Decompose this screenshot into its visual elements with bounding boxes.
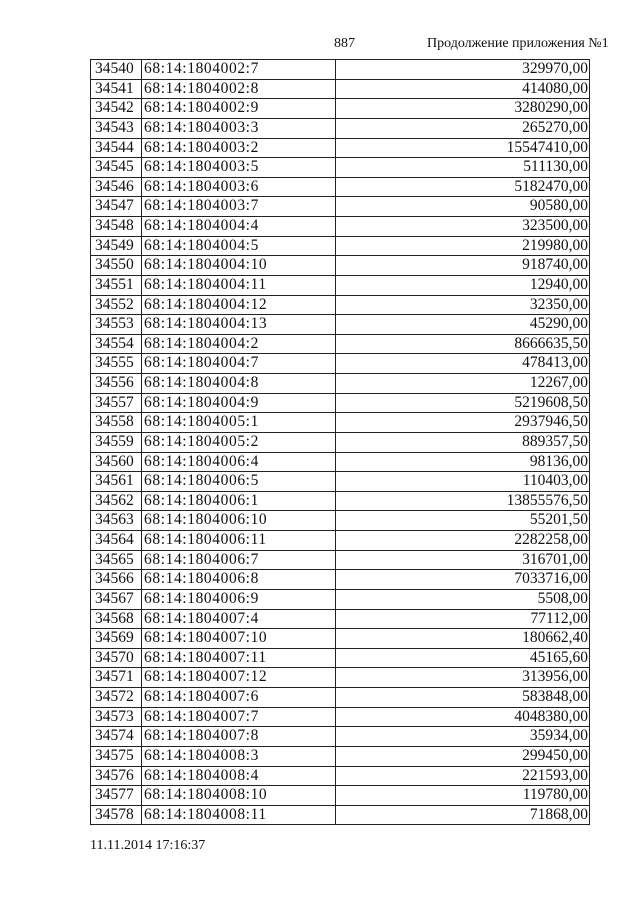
cadastral-number: 68:14:1804003:6: [142, 178, 336, 197]
cadastral-value: 5182470,00: [336, 178, 590, 197]
table-row: [91, 99, 590, 119]
cadastral-number: 68:14:1804003:5: [142, 158, 336, 177]
cadastral-number: 68:14:1804003:2: [142, 139, 336, 158]
table-row: [91, 668, 590, 688]
row-number: 34543: [91, 119, 142, 138]
row-number: 34559: [91, 433, 142, 452]
row-number: 34550: [91, 256, 142, 275]
cadastral-value: 13855576,50: [336, 492, 590, 511]
table-row: [91, 453, 590, 473]
cadastral-value: 313956,00: [336, 668, 590, 687]
cadastral-number: 68:14:1804004:10: [142, 256, 336, 275]
cadastral-number: 68:14:1804007:6: [142, 688, 336, 707]
row-number: 34541: [91, 80, 142, 99]
cadastral-value: 5219608,50: [336, 394, 590, 413]
table-row: [91, 335, 590, 355]
cadastral-number: 68:14:1804006:1: [142, 492, 336, 511]
table-row: [91, 531, 590, 551]
table-row: [91, 80, 590, 100]
cadastral-value: 265270,00: [336, 119, 590, 138]
cadastral-value: 4048380,00: [336, 708, 590, 727]
row-number: 34555: [91, 354, 142, 373]
table-row: [91, 296, 590, 316]
cadastral-number: 68:14:1804004:7: [142, 354, 336, 373]
table-row: [91, 60, 590, 80]
cadastral-number: 68:14:1804006:7: [142, 551, 336, 570]
row-number: 34557: [91, 394, 142, 413]
row-number: 34554: [91, 335, 142, 354]
table-row: [91, 374, 590, 394]
cadastral-number: 68:14:1804006:8: [142, 570, 336, 589]
row-number: 34578: [91, 806, 142, 825]
row-number: 34558: [91, 413, 142, 432]
table-row: [91, 747, 590, 767]
cadastral-value: 478413,00: [336, 354, 590, 373]
row-number: 34572: [91, 688, 142, 707]
cadastral-number: 68:14:1804008:11: [142, 806, 336, 825]
cadastral-value: 8666635,50: [336, 335, 590, 354]
cadastral-value: 45290,00: [336, 315, 590, 334]
cadastral-value: 329970,00: [336, 60, 590, 79]
row-number: 34576: [91, 767, 142, 786]
cadastral-number: 68:14:1804002:7: [142, 60, 336, 79]
cadastral-number: 68:14:1804007:7: [142, 708, 336, 727]
continuation-title: Продолжение приложения №1: [427, 36, 609, 51]
row-number: 34548: [91, 217, 142, 236]
row-number: 34545: [91, 158, 142, 177]
cadastral-number: 68:14:1804007:4: [142, 610, 336, 629]
table-row: [91, 217, 590, 237]
table-row: [91, 178, 590, 198]
row-number: 34540: [91, 60, 142, 79]
row-number: 34544: [91, 139, 142, 158]
row-number: 34570: [91, 649, 142, 668]
cadastral-value: 12267,00: [336, 374, 590, 393]
row-number: 34552: [91, 296, 142, 315]
cadastral-number: 68:14:1804004:5: [142, 237, 336, 256]
row-number: 34542: [91, 99, 142, 118]
cadastral-value: 5508,00: [336, 590, 590, 609]
cadastral-number: 68:14:1804006:4: [142, 453, 336, 472]
cadastral-number: 68:14:1804008:3: [142, 747, 336, 766]
table-row: [91, 276, 590, 296]
cadastral-number: 68:14:1804002:9: [142, 99, 336, 118]
row-number: 34569: [91, 629, 142, 648]
table-row: [91, 590, 590, 610]
page-number: 887: [334, 36, 355, 51]
row-number: 34568: [91, 610, 142, 629]
cadastral-number: 68:14:1804006:5: [142, 472, 336, 491]
cadastral-value: 98136,00: [336, 453, 590, 472]
cadastral-value: 77112,00: [336, 610, 590, 629]
cadastral-number: 68:14:1804005:1: [142, 413, 336, 432]
row-number: 34565: [91, 551, 142, 570]
cadastral-value: 15547410,00: [336, 139, 590, 158]
table-row: [91, 708, 590, 728]
table-row: [91, 806, 590, 826]
table-row: [91, 354, 590, 374]
row-number: 34561: [91, 472, 142, 491]
table-row: [91, 570, 590, 590]
row-number: 34566: [91, 570, 142, 589]
table-row: [91, 688, 590, 708]
table-row: [91, 629, 590, 649]
cadastral-value: 316701,00: [336, 551, 590, 570]
cadastral-value-table: [90, 59, 590, 825]
cadastral-number: 68:14:1804003:7: [142, 197, 336, 216]
cadastral-value: 414080,00: [336, 80, 590, 99]
table-row: [91, 394, 590, 414]
table-row: [91, 511, 590, 531]
table-row: [91, 119, 590, 139]
cadastral-number: 68:14:1804004:9: [142, 394, 336, 413]
cadastral-value: 583848,00: [336, 688, 590, 707]
cadastral-number: 68:14:1804004:11: [142, 276, 336, 295]
cadastral-value: 45165,60: [336, 649, 590, 668]
row-number: 34547: [91, 197, 142, 216]
cadastral-number: 68:14:1804003:3: [142, 119, 336, 138]
row-number: 34563: [91, 511, 142, 530]
cadastral-value: 918740,00: [336, 256, 590, 275]
print-timestamp: 11.11.2014 17:16:37: [90, 838, 206, 853]
row-number: 34546: [91, 178, 142, 197]
cadastral-number: 68:14:1804004:2: [142, 335, 336, 354]
table-row: [91, 551, 590, 571]
cadastral-value: 889357,50: [336, 433, 590, 452]
table-row: [91, 158, 590, 178]
row-number: 34574: [91, 727, 142, 746]
row-number: 34564: [91, 531, 142, 550]
table-row: [91, 727, 590, 747]
cadastral-value: 299450,00: [336, 747, 590, 766]
cadastral-number: 68:14:1804007:10: [142, 629, 336, 648]
cadastral-value: 2937946,50: [336, 413, 590, 432]
table-row: [91, 610, 590, 630]
row-number: 34567: [91, 590, 142, 609]
cadastral-number: 68:14:1804007:8: [142, 727, 336, 746]
table-row: [91, 472, 590, 492]
table-row: [91, 492, 590, 512]
row-number: 34562: [91, 492, 142, 511]
cadastral-number: 68:14:1804004:13: [142, 315, 336, 334]
cadastral-number: 68:14:1804006:10: [142, 511, 336, 530]
cadastral-number: 68:14:1804007:11: [142, 649, 336, 668]
table-row: [91, 649, 590, 669]
cadastral-value: 3280290,00: [336, 99, 590, 118]
cadastral-number: 68:14:1804004:8: [142, 374, 336, 393]
table-row: [91, 139, 590, 159]
cadastral-value: 71868,00: [336, 806, 590, 825]
cadastral-number: 68:14:1804007:12: [142, 668, 336, 687]
cadastral-value: 221593,00: [336, 767, 590, 786]
cadastral-value: 7033716,00: [336, 570, 590, 589]
cadastral-value: 180662,40: [336, 629, 590, 648]
table-row: [91, 786, 590, 806]
cadastral-value: 90580,00: [336, 197, 590, 216]
row-number: 34556: [91, 374, 142, 393]
cadastral-number: 68:14:1804008:10: [142, 786, 336, 805]
cadastral-number: 68:14:1804002:8: [142, 80, 336, 99]
cadastral-value: 32350,00: [336, 296, 590, 315]
cadastral-value: 12940,00: [336, 276, 590, 295]
cadastral-value: 55201,50: [336, 511, 590, 530]
row-number: 34549: [91, 237, 142, 256]
cadastral-value: 219980,00: [336, 237, 590, 256]
row-number: 34571: [91, 668, 142, 687]
table-row: [91, 315, 590, 335]
cadastral-number: 68:14:1804004:12: [142, 296, 336, 315]
row-number: 34560: [91, 453, 142, 472]
cadastral-value: 110403,00: [336, 472, 590, 491]
cadastral-number: 68:14:1804005:2: [142, 433, 336, 452]
cadastral-value: 323500,00: [336, 217, 590, 236]
cadastral-value: 2282258,00: [336, 531, 590, 550]
cadastral-value: 35934,00: [336, 727, 590, 746]
cadastral-number: 68:14:1804008:4: [142, 767, 336, 786]
cadastral-value: 511130,00: [336, 158, 590, 177]
table-row: [91, 237, 590, 257]
row-number: 34577: [91, 786, 142, 805]
row-number: 34551: [91, 276, 142, 295]
table-row: [91, 767, 590, 787]
row-number: 34575: [91, 747, 142, 766]
cadastral-value: 119780,00: [336, 786, 590, 805]
table-row: [91, 413, 590, 433]
cadastral-number: 68:14:1804006:9: [142, 590, 336, 609]
cadastral-number: 68:14:1804006:11: [142, 531, 336, 550]
table-row: [91, 197, 590, 217]
cadastral-number: 68:14:1804004:4: [142, 217, 336, 236]
table-row: [91, 433, 590, 453]
row-number: 34553: [91, 315, 142, 334]
row-number: 34573: [91, 708, 142, 727]
table-row: [91, 256, 590, 276]
